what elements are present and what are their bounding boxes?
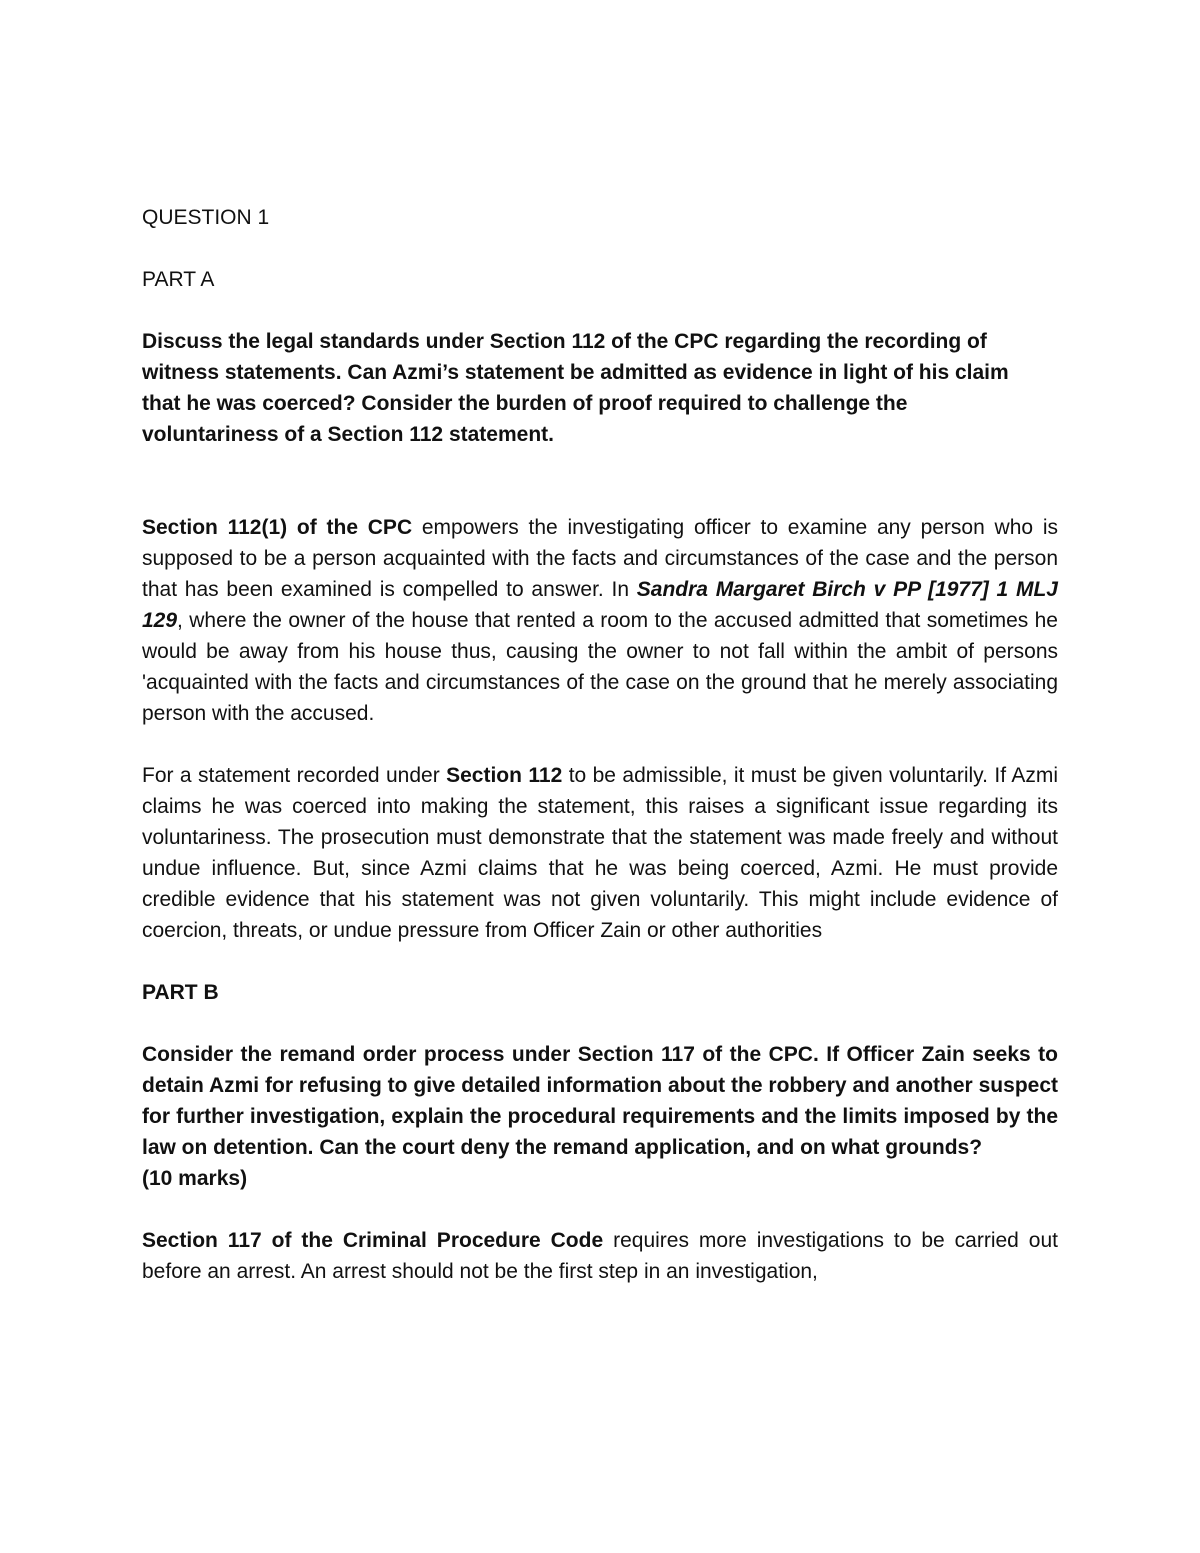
question-title: QUESTION 1 xyxy=(142,206,270,229)
para2-text-1: For a statement recorded under xyxy=(142,764,447,787)
section-117-bold: Section 117 of the Criminal Procedure Code xyxy=(142,1229,604,1252)
part-a-question: Discuss the legal standards under Section 112 of the CPC regarding the recording of witness statements. Can Azmi’s statement be admitted as evidence in light of his claim that he was coerced? Consider the burden of proof required to challenge the voluntariness of a Section 112 statement. xyxy=(142,330,1009,446)
para2-text-2: to be admissible, it must be given voluntarily. If Azmi claims he was coerced into making the statement, this raises a significant issue regarding its voluntariness. The prosecution must demonstrate that the statement was made freely and without undue influence. But, since Azmi claims that he was being coerced, Azmi. He must provide credible evidence that his statement was not given voluntarily. This might include evidence of coercion, threats, or undue pressure from Officer Zain or other authorities xyxy=(142,764,1058,942)
partb-para1-text-1: requires more investigations to be carried out before an arrest. An arrest should not be the first step in an investigation, xyxy=(142,1229,1058,1283)
section-112-bold: Section 112 xyxy=(446,764,563,787)
part-b-paragraph-1 xyxy=(142,1225,1058,1287)
part-a-paragraph-1 xyxy=(142,512,1058,729)
section-112-1-bold: Section 112(1) of the CPC xyxy=(142,516,413,539)
part-b-question: Consider the remand order process under Section 117 of the CPC. If Officer Zain seeks to detain Azmi for refusing to give detailed information about the robbery and another suspect for further investigation, explain the procedural requirements and the limits imposed by the law on detention. Can the court deny the remand application, and on what grounds? xyxy=(142,1043,1058,1159)
part-b-marks: (10 marks) xyxy=(142,1167,248,1190)
case-citation: Sandra Margaret Birch v PP [1977] 1 MLJ 129 xyxy=(142,578,1058,632)
part-a-paragraph-2 xyxy=(142,760,1058,946)
part-a-heading: PART A xyxy=(142,268,215,291)
para1-text-1: empowers the investigating officer to examine any person who is supposed to be a person acquainted with the facts and circumstances of the case and the person that has been examined is compelled to answer. In xyxy=(142,516,1058,601)
document-page xyxy=(142,202,1058,1287)
part-b-heading: PART B xyxy=(142,981,219,1004)
para1-text-2: , where the owner of the house that rented a room to the accused admitted that sometimes he would be away from his house thus, causing the owner to not fall within the ambit of persons 'acquainted with the facts and circumstances of the case on the ground that he merely associating person with the accused. xyxy=(142,609,1058,725)
